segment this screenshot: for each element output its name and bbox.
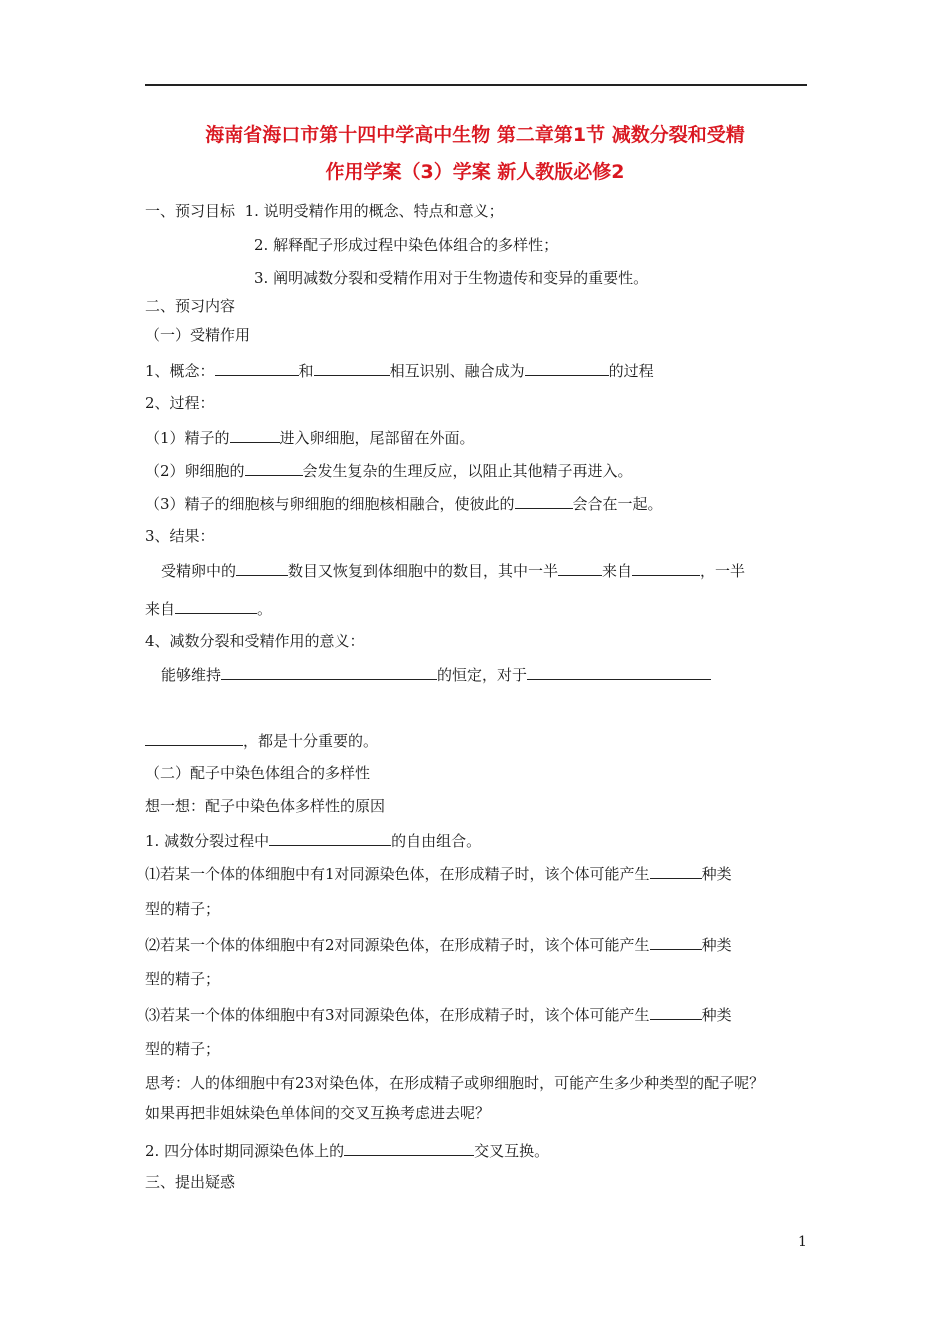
concept-text: 和 [298,362,314,380]
process-text: （3）精子的细胞核与卵细胞的细胞核相融合，使彼此的 [145,495,515,513]
blank [269,829,391,846]
question-1 [145,829,481,851]
ponder-line-1: 思考：人的体细胞中有23对染色体，在形成精子或卵细胞时，可能产生多少种类型的配子呢？ [145,1074,765,1092]
doc-title-line2: 作用学案（3）学案 新人教版必修2 [325,161,625,183]
page-number: 1 [798,1234,807,1250]
goals-section [145,201,504,221]
goal-item-2: 2. 解释配子形成过程中染色体组合的多样性； [254,236,559,254]
blank [525,359,609,376]
concept-text: 相互识别、融合成为 [389,362,525,380]
question-2 [145,1139,549,1161]
doubts-heading: 三、提出疑惑 [145,1173,236,1191]
process-item-3 [145,492,663,514]
process-text: （2）卵细胞的 [145,462,245,480]
blank [632,559,700,576]
subq-text: 种类 [701,865,732,883]
subq-3-cont: 型的精子； [145,1040,221,1058]
result-text: 。 [257,600,273,618]
result-text: 受精卵中的 [161,562,237,580]
question-text: 交叉互换。 [474,1142,550,1160]
blank [215,359,299,376]
subq-text: 种类 [701,936,732,954]
meaning-text: ，都是十分重要的。 [243,732,379,750]
blank [650,1003,702,1020]
blank [650,933,702,950]
question-text: 的自由组合。 [391,832,482,850]
blank [515,492,573,509]
blank [314,359,390,376]
result-heading: 3、结果： [145,527,215,545]
doc-title-line1: 海南省海口市第十四中学高中生物 第二章第1节 减数分裂和受精 [205,124,745,146]
subq-text: ⑶若某一个体的体细胞中有3对同源染色体，在形成精子时，该个体可能产生 [145,1006,650,1024]
process-heading: 2、过程： [145,394,215,412]
think-prompt: 想一想：配子中染色体多样性的原因 [145,797,386,815]
content-heading: 二、预习内容 [145,297,236,315]
part1-heading: （一）受精作用 [145,326,251,344]
result-line-1 [161,559,745,581]
ponder-line-2: 如果再把非姐妹染色单体间的交叉互换考虑进去呢？ [145,1104,491,1122]
meaning-heading: 4、减数分裂和受精作用的意义： [145,632,365,650]
subq-text: ⑵若某一个体的体细胞中有2对同源染色体，在形成精子时，该个体可能产生 [145,936,650,954]
question-text: 1. 减数分裂过程中 [145,832,270,850]
blank [145,729,243,746]
result-text: 来自 [602,562,633,580]
process-text: 会合在一起。 [572,495,663,513]
blank [230,426,280,443]
result-line-2 [145,597,272,619]
process-text: 进入卵细胞，尾部留在外面。 [279,429,475,447]
part2-heading: （二）配子中染色体组合的多样性 [145,764,371,782]
blank [527,663,711,680]
goal-item-3: 3. 阐明减数分裂和受精作用对于生物遗传和变异的重要性。 [254,269,649,287]
result-text: ，一半 [700,562,746,580]
meaning-text: 的恒定，对于 [437,666,528,684]
blank [175,597,257,614]
subq-text: ⑴若某一个体的体细胞中有1对同源染色体，在形成精子时，该个体可能产生 [145,865,650,883]
process-text: 会发生复杂的生理反应，以阻止其他精子再进入。 [302,462,633,480]
process-item-2 [145,459,633,481]
subq-3 [145,1003,732,1025]
meaning-line-1 [161,663,711,685]
result-text: 数目又恢复到体细胞中的数目，其中一半 [288,562,559,580]
process-text: （1）精子的 [145,429,230,447]
blank [650,862,702,879]
blank [236,559,288,576]
concept-line [145,359,654,381]
subq-1-cont: 型的精子； [145,900,221,918]
concept-label: 1、概念： [145,362,215,380]
blank [221,663,437,680]
question-text: 2. 四分体时期同源染色体上的 [145,1142,345,1160]
goal-item-1: 1. 说明受精作用的概念、特点和意义； [244,202,504,220]
meaning-line-2 [145,729,378,751]
subq-1 [145,862,732,884]
subq-2 [145,933,732,955]
concept-text: 的过程 [608,362,654,380]
process-item-1 [145,426,475,448]
blank [558,559,602,576]
blank [344,1139,474,1156]
blank [245,459,303,476]
meaning-text: 能够维持 [161,666,222,684]
subq-text: 种类 [701,1006,732,1024]
result-text: 来自 [145,600,176,618]
top-rule [145,84,807,86]
subq-2-cont: 型的精子； [145,970,221,988]
goals-heading: 一、预习目标 [145,202,236,220]
